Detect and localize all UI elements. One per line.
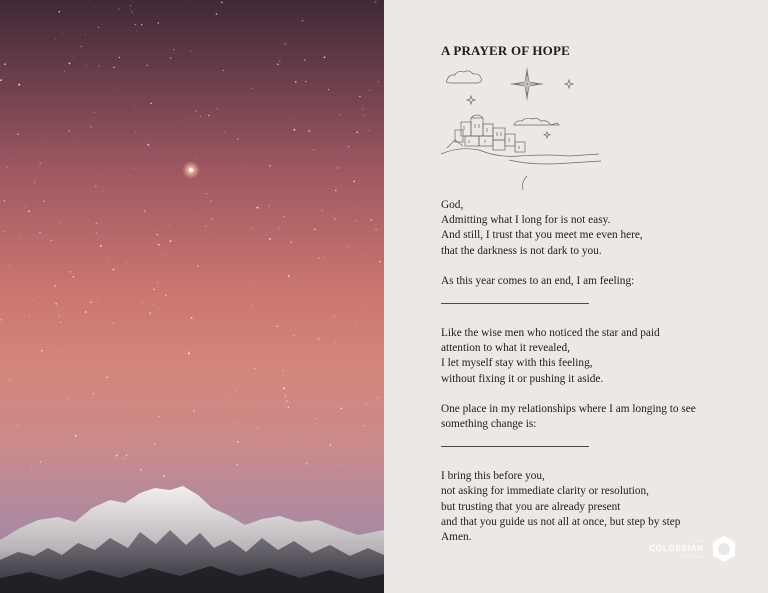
cloud-icon (514, 118, 559, 125)
prayer-line: that the darkness is not dark to you. (441, 244, 602, 257)
opening-stanza (441, 198, 761, 259)
prayer-line: not asking for immediate clarity or resolution, (441, 485, 649, 498)
prayer-line: but trusting that you are already present (441, 500, 621, 513)
prayer-line: God, (441, 199, 464, 211)
colossian-forum-logo (649, 535, 738, 563)
prayer-line: something change is: (441, 418, 537, 431)
wise-men-stanza (441, 326, 761, 387)
prayer-line: attention to what it revealed, (441, 342, 570, 355)
logo-the: THE (692, 538, 704, 543)
logo-wordmark (649, 537, 704, 561)
prayer-line: I bring this before you, (441, 470, 545, 483)
prayer-body (441, 198, 761, 545)
cloud-icon (447, 71, 482, 83)
sparkle-icon (544, 132, 550, 138)
prayer-line: and that you guide us not all at once, but step by step (441, 515, 681, 528)
relationship-prompt (441, 402, 761, 432)
prayer-line: Like the wise men who noticed the star and paid (441, 327, 660, 340)
prayer-panel (384, 0, 768, 593)
logo-mark-icon (710, 535, 738, 563)
closing-stanza (441, 469, 761, 545)
town-on-hill-icon (441, 115, 601, 190)
prayer-line: Amen. (441, 531, 472, 544)
sparkle-icon (467, 96, 475, 104)
mountain-range (0, 486, 384, 593)
sparkle-icon (565, 80, 573, 88)
star-of-bethlehem-icon (511, 68, 543, 100)
prayer-line: Admitting what I long for is not easy. (441, 214, 611, 227)
logo-sub: FORUM (682, 554, 704, 559)
page-title: A PRAYER OF HOPE (441, 43, 570, 58)
prayer-line: without fixing it or pushing it aside. (441, 372, 604, 385)
bethlehem-illustration (439, 68, 609, 193)
prayer-line: I let myself stay with this feeling, (441, 357, 593, 370)
logo-name: COLOSSIAN (649, 544, 704, 553)
prayer-line: One place in my relationships where I am longing to see (441, 402, 696, 415)
prayer-line: And still, I trust that you meet me even here, (441, 229, 643, 242)
feeling-prompt: As this year comes to an end, I am feeling: (441, 274, 635, 287)
